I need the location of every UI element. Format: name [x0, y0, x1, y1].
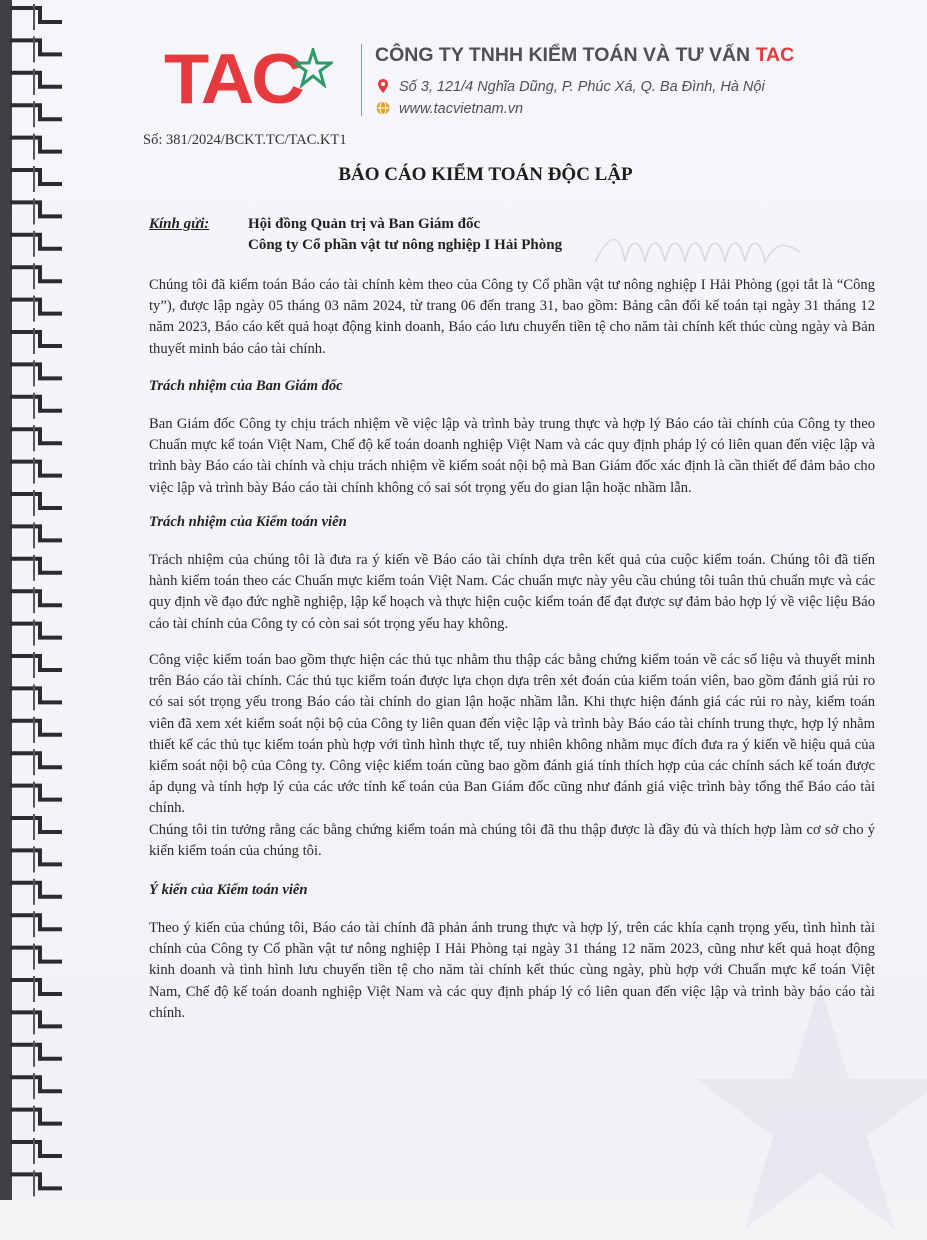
section-heading-management: Trách nhiệm của Ban Giám đốc: [149, 378, 343, 394]
binding-ring: [10, 656, 62, 670]
auditor-paragraph-2: Công việc kiểm toán bao gồm thực hiện các thủ tục nhằm thu thập các bằng chứng kiểm toán về các số liệu và thuyết minh trên Báo cáo tài chính. Các thủ tục kiểm toán được lựa chọn dựa trên xét đoán của kiểm toán viên, bao gồm đánh giá rủi ro có sai sót trọng yếu trong Báo cáo tài chính do gian lận hoặc nhầm lẫn. Khi thực hiện đánh giá các rủi ro này, kiểm toán viên đã xem xét kiểm soát nội bộ của Công ty liên quan đến việc lập và trình bày Báo cáo tài chính trung thực, hợp lý nhằm thiết kế các thủ tục kiểm toán phù hợp với tình hình thực tế, tuy nhiên không nhằm mục đích đưa ra ý kiến về hiệu quả của kiểm soát nội bộ của Công ty. Công việc kiểm toán cũng bao gồm đánh giá tính thích hợp của các chính sách kế toán được áp dụng và tính hợp lý của các ước tính kế toán của Ban Giám đốc cũng như đánh giá việc trình bày tổng thể Báo cáo tài chính.: [149, 652, 875, 817]
binding-ring: [10, 753, 62, 767]
letterhead: [160, 40, 860, 120]
binding-ring: [10, 850, 62, 864]
recipient-company: Công ty Cổ phần vật tư nông nghiệp I Hải Phòng: [248, 237, 563, 253]
management-paragraph: Ban Giám đốc Công ty chịu trách nhiệm về việc lập và trình bày trung thực và hợp lý Báo cáo tài chính của Công ty theo Chuẩn mực kế toán Việt Nam, Chế độ kế toán doanh nghiệp Việt Nam và các quy định pháp lý có liên quan đến việc lập và trình bày Báo cáo tài chính và chịu trách nhiệm về kiểm soát nội bộ mà Ban Giám đốc xác định là cần thiết để đảm bảo cho việc lập và trình bày Báo cáo tài chính không có sai sót trọng yếu do gian lận hoặc nhầm lẫn.: [149, 416, 875, 496]
binding-ring: [10, 559, 62, 573]
document-title: BÁO CÁO KIỂM TOÁN ĐỘC LẬP: [338, 164, 633, 185]
address-text: Số 3, 121/4 Nghĩa Dũng, P. Phúc Xá, Q. Ba Đình, Hà Nội: [399, 79, 765, 95]
section-heading-auditor: Trách nhiệm của Kiểm toán viên: [149, 514, 347, 530]
website-text[interactable]: www.tacvietnam.vn: [399, 101, 524, 117]
auditor-paragraph-3: Chúng tôi tin tưởng rằng các bằng chứng kiểm toán mà chúng tôi đã thu thập được là đầy đủ và thích hợp làm cơ sở cho ý kiến kiểm toán của chúng tôi.: [149, 822, 875, 860]
binding-ring: [10, 883, 62, 897]
binding-ring: [10, 1012, 62, 1026]
signature-bleed-through: [590, 222, 810, 282]
recipient-board: Hội đồng Quản trị và Ban Giám đốc: [248, 216, 481, 232]
binding-ring: [10, 915, 62, 929]
binding-ring: [10, 462, 62, 476]
opinion-paragraph: Theo ý kiến của chúng tôi, Báo cáo tài chính đã phản ánh trung thực và hợp lý, trên các khía cạnh trọng yếu, tình hình tài chính của Công ty Cổ phần vật tư nông nghiệp I Hải Phòng tại ngày 31 tháng 12 năm 2023, cũng như kết quả hoạt động kinh doanh và tình hình lưu chuyển tiền tệ cho năm tài chính kết thúc cùng ngày, phù hợp với Chuẩn mực kế toán Việt Nam, Chế độ kế toán doanh nghiệp Việt Nam và các quy định pháp lý có liên quan đến việc lập và trình bày báo cáo tài chính.: [149, 920, 875, 1021]
company-name-text: CÔNG TY TNHH KIỂM TOÁN VÀ TƯ VẤN: [375, 44, 751, 66]
recipient-label: Kính gửi:: [149, 216, 210, 232]
binding-ring: [10, 494, 62, 508]
binding-ring: [10, 73, 62, 87]
binding-ring: [10, 624, 62, 638]
company-website: [375, 100, 523, 117]
binding-ring: [10, 1045, 62, 1059]
binding-ring: [10, 8, 62, 22]
auditor-paragraph-1: Trách nhiệm của chúng tôi là đưa ra ý kiến về Báo cáo tài chính dựa trên kết quả của cuộc kiểm toán. Chúng tôi đã tiến hành kiểm toán theo các Chuẩn mực kiểm toán Việt Nam. Các chuẩn mực này yêu cầu chúng tôi tuân thủ chuẩn mực và các quy định về đạo đức nghề nghiệp, lập kế hoạch và thực hiện cuộc kiểm toán để đạt được sự đảm bảo hợp lý về việc liệu Báo cáo tài chính của Công ty có còn sai sót trọng yếu hay không.: [149, 552, 875, 632]
document-number: Số: 381/2024/BCKT.TC/TAC.KT1: [143, 132, 347, 148]
binding-ring: [10, 235, 62, 249]
company-name-accent: TAC: [755, 44, 795, 66]
binding-ring: [10, 105, 62, 119]
binding-ring: [10, 40, 62, 54]
logo-text: TAC: [164, 39, 302, 118]
binding-ring: [10, 688, 62, 702]
binding-ring: [10, 980, 62, 994]
binding-ring: [10, 397, 62, 411]
section-heading-opinion: Ý kiến của Kiểm toán viên: [149, 882, 308, 898]
company-address: [375, 78, 765, 95]
binding-ring: [10, 1142, 62, 1156]
binding-ring: [10, 332, 62, 346]
binding-ring: [10, 818, 62, 832]
globe-icon: [375, 100, 391, 116]
binding-ring: [10, 591, 62, 605]
location-pin-icon: [375, 78, 391, 94]
binding-ring: [10, 300, 62, 314]
company-logo: [160, 39, 360, 118]
binding-ring: [10, 364, 62, 378]
binding-ring: [10, 1110, 62, 1124]
binding-ring: [10, 138, 62, 152]
binding-ring: [10, 1077, 62, 1091]
logo-star-icon: [293, 48, 333, 88]
intro-paragraph: Chúng tôi đã kiểm toán Báo cáo tài chính kèm theo của Công ty Cổ phần vật tư nông nghiệp I Hải Phòng (gọi tắt là “Công ty”), được lập ngày 05 tháng 03 năm 2024, từ trang 06 đến trang 31, bao gồm: Bảng cân đối kế toán tại ngày 31 tháng 12 năm 2023, Báo cáo kết quả hoạt động kinh doanh, Báo cáo lưu chuyển tiền tệ cho năm tài chính kết thúc cùng ngày và Bản thuyết minh báo cáo tài chính.: [149, 277, 875, 357]
binding-ring: [10, 267, 62, 281]
binding-ring: [10, 429, 62, 443]
binding-ring: [10, 202, 62, 216]
binding-ring: [10, 721, 62, 735]
binding-ring: [10, 786, 62, 800]
binding-ring: [10, 1174, 62, 1188]
header-divider: [361, 44, 362, 116]
binding-ring: [10, 526, 62, 540]
company-name: [375, 44, 794, 67]
binding-ring: [10, 948, 62, 962]
